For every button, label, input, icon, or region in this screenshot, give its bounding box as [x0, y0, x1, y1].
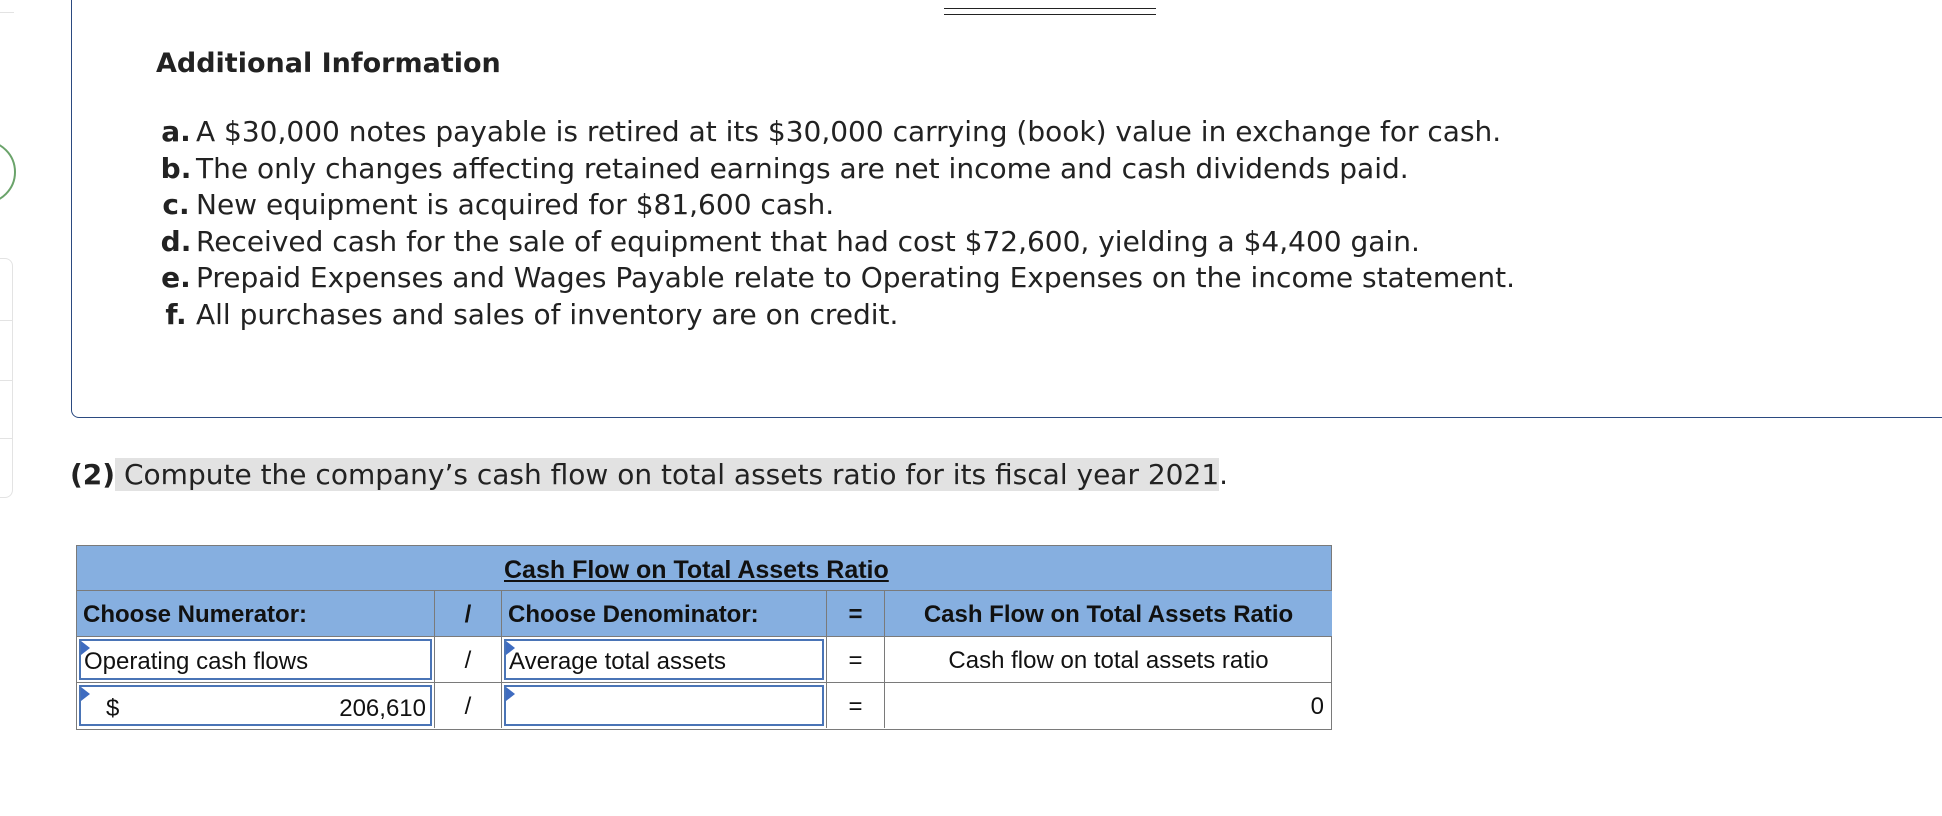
info-item-f [156, 297, 1515, 334]
header-equals-operator: = [827, 591, 885, 637]
numerator-select-cell [77, 637, 435, 683]
info-list [156, 114, 1515, 333]
info-item-text: A $30,000 notes payable is retired at its $30,000 carrying (book) value in exchange for cash. [196, 115, 1502, 148]
info-item-e [156, 260, 1515, 297]
header-divide-operator: / [435, 591, 502, 637]
numerator-amount-value: 206,610 [339, 695, 426, 722]
numerator-amount-cell [77, 683, 435, 728]
info-item-d [156, 224, 1515, 261]
info-item-letter: f. [165, 297, 187, 331]
info-item-text: New equipment is acquired for $81,600 cash. [196, 188, 835, 221]
equals-operator: = [827, 683, 885, 728]
header-numerator: Choose Numerator: [77, 591, 435, 637]
gutter-divider [0, 12, 14, 13]
question-text-body: Compute the company’s cash flow on total assets ratio for its fiscal year 2021 [123, 458, 1220, 491]
divide-operator: / [435, 637, 502, 683]
numerator-select-value: Operating cash flows [84, 648, 309, 675]
gutter-divider [0, 380, 12, 381]
input-marker-icon [506, 687, 515, 701]
question-prompt [70, 455, 1228, 495]
info-item-letter: d. [160, 224, 192, 258]
table-title-row [77, 546, 1331, 591]
equals-operator: = [827, 637, 885, 683]
header-result: Cash Flow on Total Assets Ratio [885, 591, 1332, 637]
progress-circle-icon [0, 140, 16, 204]
denominator-select-cell [502, 637, 827, 683]
info-item-letter: c. [162, 188, 190, 221]
table-title: Cash Flow on Total Assets Ratio [504, 556, 889, 584]
denominator-amount-input[interactable] [504, 685, 824, 726]
denominator-select-value: Average total assets [509, 648, 727, 675]
info-item-letter: a. [161, 115, 191, 148]
denominator-amount-cell [502, 683, 827, 728]
question-number: (2) [70, 458, 116, 491]
result-value-cell [885, 683, 1332, 728]
question-period: . [1219, 458, 1229, 491]
header-denominator: Choose Denominator: [502, 591, 827, 637]
numerator-amount-input[interactable] [79, 685, 432, 726]
gutter-divider [0, 438, 12, 439]
numerator-select[interactable] [79, 639, 432, 680]
info-item-text: Prepaid Expenses and Wages Payable relate to Operating Expenses on the income statement. [196, 261, 1516, 294]
question-text [115, 458, 1219, 491]
info-title: Additional Information [156, 48, 501, 79]
info-item-a [156, 114, 1515, 151]
side-panel-tab [0, 258, 13, 498]
divide-operator: / [435, 683, 502, 728]
gutter-divider [0, 320, 12, 321]
info-item-c [156, 187, 1515, 224]
input-marker-icon [81, 687, 90, 701]
info-item-text: All purchases and sales of inventory are on credit. [196, 297, 899, 331]
denominator-select[interactable] [504, 639, 824, 680]
info-item-letter: b. [160, 151, 192, 185]
double-underline-total [944, 8, 1156, 15]
result-value: 0 [1310, 693, 1324, 720]
currency-symbol: $ [106, 695, 120, 722]
info-item-text: Received cash for the sale of equipment that had cost $72,600, yielding a $4,400 gain. [196, 224, 1420, 258]
cash-flow-ratio-table [76, 545, 1332, 730]
info-item-text: The only changes affecting retained earnings are net income and cash dividends paid. [196, 151, 1409, 185]
result-label: Cash flow on total assets ratio [885, 637, 1332, 683]
info-item-b [156, 151, 1515, 188]
info-item-letter: e. [161, 261, 191, 294]
